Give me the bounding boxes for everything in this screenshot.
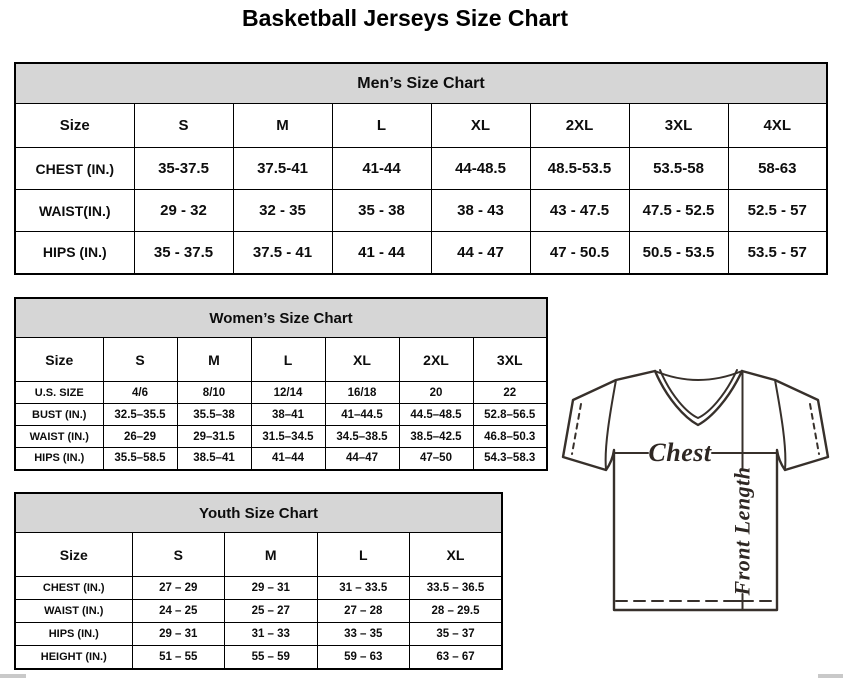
- col-header: Size: [15, 338, 103, 382]
- col-header: 2XL: [530, 104, 629, 148]
- cell: 38 - 43: [431, 190, 530, 232]
- womens-chart-header-row: [15, 338, 547, 382]
- col-header: Size: [15, 104, 134, 148]
- cropped-fragment-right: [818, 674, 843, 678]
- col-header: XL: [410, 533, 503, 577]
- cell: 59 – 63: [317, 646, 410, 669]
- table-row: [15, 577, 502, 600]
- cell: 31 – 33.5: [317, 577, 410, 600]
- col-header: S: [103, 338, 177, 382]
- cell: 50.5 - 53.5: [629, 232, 728, 274]
- cell: 29 - 32: [134, 190, 233, 232]
- table-row: [15, 646, 502, 669]
- cell: 35 - 37.5: [134, 232, 233, 274]
- youth-size-chart-table: [14, 492, 503, 670]
- cell: 27 – 29: [132, 577, 225, 600]
- row-label: CHEST (IN.): [15, 577, 132, 600]
- cell: 22: [473, 382, 547, 404]
- table-row: [15, 232, 827, 274]
- col-header: XL: [431, 104, 530, 148]
- womens-chart-caption-row: [15, 298, 547, 338]
- table-row: [15, 404, 547, 426]
- cell: 44.5–48.5: [399, 404, 473, 426]
- cell: 38.5–42.5: [399, 426, 473, 448]
- cell: 41–44: [251, 448, 325, 470]
- cell: 33.5 – 36.5: [410, 577, 503, 600]
- cell: 47 - 50.5: [530, 232, 629, 274]
- cell: 37.5-41: [233, 148, 332, 190]
- row-label: HIPS (IN.): [15, 232, 134, 274]
- right-cuff-dashed-seam: [810, 404, 819, 454]
- youth-chart-title: Youth Size Chart: [15, 493, 502, 533]
- cell: 58-63: [728, 148, 827, 190]
- front-length-label: Front Length: [729, 466, 755, 596]
- col-header: Size: [15, 533, 132, 577]
- jersey-outline: [563, 371, 828, 610]
- row-label: HIPS (IN.): [15, 448, 103, 470]
- row-label: U.S. SIZE: [15, 382, 103, 404]
- cell: 47–50: [399, 448, 473, 470]
- cell: 55 – 59: [225, 646, 318, 669]
- mens-chart-title: Men’s Size Chart: [15, 63, 827, 104]
- cell: 41–44.5: [325, 404, 399, 426]
- table-row: [15, 448, 547, 470]
- cell: 44 - 47: [431, 232, 530, 274]
- row-label: HEIGHT (IN.): [15, 646, 132, 669]
- col-header: M: [177, 338, 251, 382]
- cell: 32 - 35: [233, 190, 332, 232]
- col-header: S: [132, 533, 225, 577]
- table-row: [15, 426, 547, 448]
- row-label: HIPS (IN.): [15, 623, 132, 646]
- table-row: [15, 382, 547, 404]
- cropped-fragment-left: [0, 674, 26, 678]
- cell: 32.5–35.5: [103, 404, 177, 426]
- table-row: [15, 148, 827, 190]
- cell: 38–41: [251, 404, 325, 426]
- cell: 33 – 35: [317, 623, 410, 646]
- cell: 16/18: [325, 382, 399, 404]
- col-header: L: [317, 533, 410, 577]
- cell: 44-48.5: [431, 148, 530, 190]
- col-header: L: [332, 104, 431, 148]
- col-header: 3XL: [473, 338, 547, 382]
- row-label: WAIST (IN.): [15, 600, 132, 623]
- row-label: WAIST(IN.): [15, 190, 134, 232]
- womens-chart-title: Women’s Size Chart: [15, 298, 547, 338]
- cell: 34.5–38.5: [325, 426, 399, 448]
- cell: 37.5 - 41: [233, 232, 332, 274]
- cell: 41-44: [332, 148, 431, 190]
- row-label: WAIST (IN.): [15, 426, 103, 448]
- cell: 43 - 47.5: [530, 190, 629, 232]
- col-header: 2XL: [399, 338, 473, 382]
- cell: 47.5 - 52.5: [629, 190, 728, 232]
- col-header: M: [225, 533, 318, 577]
- cell: 51 – 55: [132, 646, 225, 669]
- cell: 27 – 28: [317, 600, 410, 623]
- cell: 26–29: [103, 426, 177, 448]
- mens-chart-caption-row: [15, 63, 827, 104]
- cell: 8/10: [177, 382, 251, 404]
- col-header: S: [134, 104, 233, 148]
- row-label: CHEST (IN.): [15, 148, 134, 190]
- youth-chart-caption-row: [15, 493, 502, 533]
- cell: 41 - 44: [332, 232, 431, 274]
- cell: 35.5–38: [177, 404, 251, 426]
- collar-back-line: [655, 371, 742, 380]
- cell: 4/6: [103, 382, 177, 404]
- cell: 53.5-58: [629, 148, 728, 190]
- cell: 35 – 37: [410, 623, 503, 646]
- table-row: [15, 600, 502, 623]
- cell: 54.3–58.3: [473, 448, 547, 470]
- cell: 31.5–34.5: [251, 426, 325, 448]
- mens-chart-header-row: [15, 104, 827, 148]
- cell: 20: [399, 382, 473, 404]
- cell: 63 – 67: [410, 646, 503, 669]
- cell: 31 – 33: [225, 623, 318, 646]
- col-header: 4XL: [728, 104, 827, 148]
- cell: 48.5-53.5: [530, 148, 629, 190]
- mens-size-chart-table: [14, 62, 828, 275]
- page-title: Basketball Jerseys Size Chart: [241, 5, 568, 31]
- table-row: [15, 623, 502, 646]
- cell: 29–31.5: [177, 426, 251, 448]
- cell: 35 - 38: [332, 190, 431, 232]
- cell: 52.8–56.5: [473, 404, 547, 426]
- cell: 29 – 31: [132, 623, 225, 646]
- cell: 12/14: [251, 382, 325, 404]
- cell: 53.5 - 57: [728, 232, 827, 274]
- row-label: BUST (IN.): [15, 404, 103, 426]
- youth-chart-header-row: [15, 533, 502, 577]
- cell: 35-37.5: [134, 148, 233, 190]
- jersey-measurement-diagram: [558, 358, 840, 622]
- cell: 24 – 25: [132, 600, 225, 623]
- cell: 44–47: [325, 448, 399, 470]
- col-header: M: [233, 104, 332, 148]
- col-header: 3XL: [629, 104, 728, 148]
- left-cuff-dashed-seam: [572, 404, 581, 454]
- cell: 29 – 31: [225, 577, 318, 600]
- cell: 25 – 27: [225, 600, 318, 623]
- cell: 38.5–41: [177, 448, 251, 470]
- cell: 46.8–50.3: [473, 426, 547, 448]
- womens-size-chart-table: [14, 297, 548, 471]
- col-header: XL: [325, 338, 399, 382]
- cell: 28 – 29.5: [410, 600, 503, 623]
- chest-label: Chest: [648, 438, 712, 467]
- table-row: [15, 190, 827, 232]
- cell: 52.5 - 57: [728, 190, 827, 232]
- col-header: L: [251, 338, 325, 382]
- cell: 35.5–58.5: [103, 448, 177, 470]
